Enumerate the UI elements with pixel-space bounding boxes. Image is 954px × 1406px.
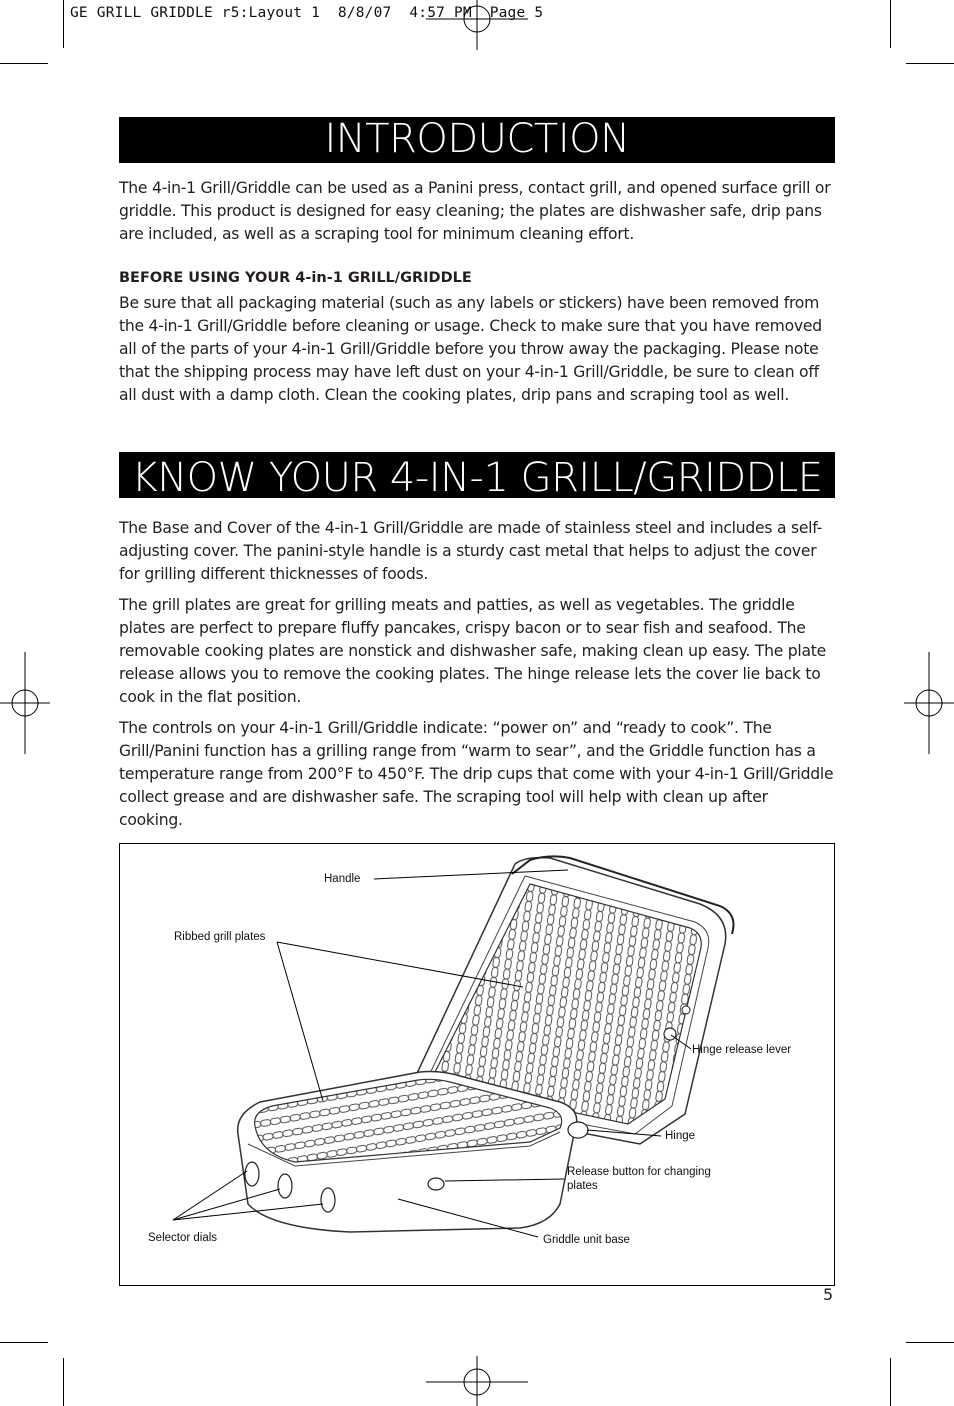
know-your-paragraph-1: The Base and Cover of the 4-in-1 Grill/Griddle are made of stainless steel and includes a self-adjusting cover. The panini-style handle is a sturdy cast metal that helps to adjust the cover for grilling different thicknesses of foods.: [119, 519, 823, 583]
know-your-paragraph-3: The controls on your 4-in-1 Grill/Griddle indicate: “power on” and “ready to cook”. The Grill/Panini function has a grilling range from “warm to sear”, and the Griddle function has a temperature range from 200°F to 450°F. The drip cups that come with your 4-in-1 Grill/Griddle collect grease and are dishwasher safe. The scraping tool will help with clean up after cooking.: [119, 719, 834, 829]
callout-release-button: Release button for changing plates: [567, 1166, 711, 1192]
registration-mark-top: [426, 0, 528, 50]
introduction-heading: INTRODUCTION: [119, 117, 835, 163]
crop-mark: [890, 0, 891, 48]
selector-dial: [278, 1174, 292, 1198]
leader-dial-1: [173, 1171, 247, 1220]
know-your-heading: KNOW YOUR 4-IN-1 GRILL/GRIDDLE: [119, 452, 835, 498]
before-using-heading: BEFORE USING YOUR 4-in-1 GRILL/GRIDDLE: [119, 270, 472, 286]
registration-mark-right: [904, 652, 954, 754]
know-your-paragraph-2: The grill plates are great for grilling meats and patties, as well as vegetables. The griddle plates are perfect to prepare fluffy pancakes, crispy bacon or to sear fish and seafood. The removable cooking plates are nonstick and dishwasher safe, making clean up easy. The plate release allows you to remove the cooking plates. The hinge release lets the cover lie back to cook in the flat position.: [119, 596, 827, 706]
callout-griddle-unit-base: Griddle unit base: [543, 1234, 630, 1246]
selector-dial: [245, 1162, 259, 1186]
crop-mark: [906, 1342, 954, 1343]
selector-dial: [321, 1188, 335, 1212]
before-using-paragraph: Be sure that all packaging material (such as any labels or stickers) have been removed from the 4-in-1 Grill/Griddle before cleaning or usage. Check to make sure that you have removed all of the parts of your 4-in-1 Grill/Griddle before you throw away the packaging. Please note that the shipping process may have left dust on your 4-in-1 Grill/Griddle, be sure to clean off all dust with a damp cloth. Clean the cooking plates, drip pans and scraping tool as well.: [119, 294, 822, 404]
crop-mark: [890, 1358, 891, 1406]
registration-mark-left: [0, 652, 50, 754]
crop-mark: [63, 1358, 64, 1406]
callout-hinge-release-lever: Hinge release lever: [692, 1044, 792, 1056]
grill-illustration: [120, 844, 834, 1285]
crop-mark: [63, 0, 64, 48]
page-number: 5: [823, 1285, 834, 1304]
leader-ribbed-2: [277, 942, 323, 1101]
callout-hinge: Hinge: [665, 1130, 696, 1142]
registration-mark-bottom: [426, 1356, 528, 1406]
callout-ribbed-grill-plates: Ribbed grill plates: [174, 931, 266, 943]
callout-selector-dials: Selector dials: [148, 1232, 218, 1244]
crop-mark: [0, 1342, 48, 1343]
print-slug: GE GRILL GRIDDLE r5:Layout 1 8/8/07 4:57 PM Page 5: [70, 5, 544, 21]
grill-diagram: [119, 843, 835, 1286]
introduction-paragraph: The 4-in-1 Grill/Griddle can be used as a Panini press, contact grill, and opened surface grill or griddle. This product is designed for easy cleaning; the plates are dishwasher safe, drip pans are included, as well as a scraping tool for minimum cleaning effort.: [119, 179, 831, 243]
crop-mark: [0, 63, 48, 64]
crop-mark: [906, 63, 954, 64]
callout-handle: Handle: [324, 873, 361, 885]
